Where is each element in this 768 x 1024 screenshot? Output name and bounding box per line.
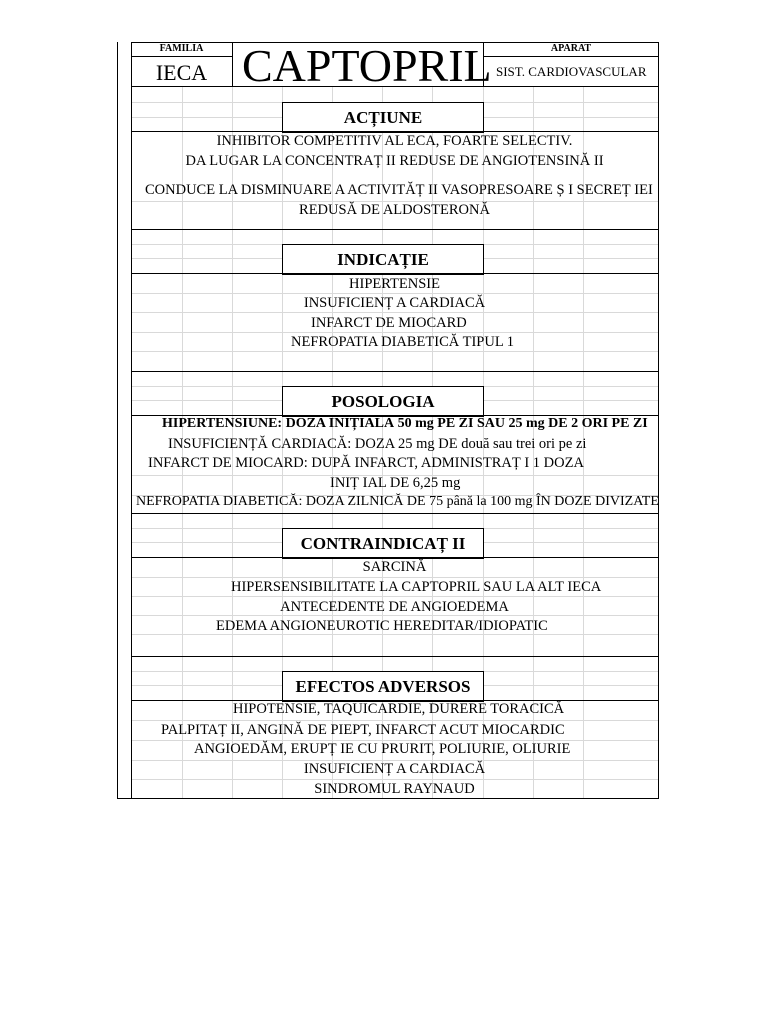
grid-row-line bbox=[131, 312, 658, 313]
grid-row-line bbox=[131, 615, 658, 616]
grid-row-line bbox=[131, 332, 658, 333]
right-border bbox=[658, 42, 659, 799]
grid-row-line bbox=[131, 351, 658, 352]
efectos-line: INSUFICIENȚ A CARDIACĂ bbox=[303, 761, 486, 777]
aparat-value: SIST. CARDIOVASCULAR bbox=[496, 64, 647, 79]
indicatie-line: HIPERTENSIE bbox=[349, 276, 440, 292]
contraindicatii-bottom-border bbox=[131, 656, 659, 657]
drug-sheet bbox=[117, 42, 659, 799]
section-heading-posologia: POSOLOGIA bbox=[331, 392, 435, 411]
posologia-line: NEFROPATIA DIABETICĂ: DOZA ZILNICĂ DE 75 până la 100 mg ÎN DOZE DIVIZATE bbox=[136, 494, 659, 509]
posologia-line: INSUFICIENȚĂ CARDIACĂ: DOZA 25 mg DE două sau trei ori pe zi bbox=[168, 436, 587, 452]
bottom-border bbox=[117, 798, 659, 799]
grid-row-line bbox=[131, 779, 658, 780]
posologia-line: HIPERTENSIUNE: DOZA INIȚIALĂ 50 mg PE ZI SAU 25 mg DE 2 ORI PE ZI bbox=[162, 416, 648, 431]
section-heading-indicatie: INDICAȚIE bbox=[337, 250, 429, 269]
contraindicatii-line: EDEMA ANGIONEUROTIC HEREDITAR/IDIOPATIC bbox=[216, 618, 548, 634]
grid-row-line bbox=[131, 596, 658, 597]
contraindicatii-line: HIPERSENSIBILITATE LA CAPTOPRIL SAU LA ALT IECA bbox=[231, 579, 602, 595]
indicatie-bottom-border bbox=[131, 371, 659, 372]
indicatie-line: INSUFICIENȚ A CARDIACĂ bbox=[303, 295, 486, 311]
familia-value: IECA bbox=[155, 60, 208, 85]
grid-row-line bbox=[131, 577, 658, 578]
indicatie-divider bbox=[131, 273, 659, 274]
section-heading-contraindicatii: CONTRAINDICAȚ II bbox=[300, 534, 466, 553]
aparat-label: APARAT bbox=[550, 43, 592, 54]
grid-row-line bbox=[131, 720, 658, 721]
posologia-line: INIȚ IAL DE 6,25 mg bbox=[330, 475, 461, 491]
efectos-line: ANGIOEDĂM, ERUPȚ IE CU PRURIT, POLIURIE, OLIURIE bbox=[194, 741, 571, 757]
posologia-line: INFARCT DE MIOCARD: DUPĂ INFARCT, ADMINISTRAȚ I 1 DOZA bbox=[148, 455, 584, 471]
grid-row-line bbox=[131, 293, 658, 294]
familia-label: FAMILIA bbox=[159, 43, 204, 54]
page-title: CAPTOPRIL bbox=[242, 40, 492, 91]
posologia-bottom-border bbox=[131, 513, 659, 514]
indicatie-line: NEFROPATIA DIABETICĂ TIPUL 1 bbox=[291, 334, 515, 350]
actiune-bottom-border bbox=[131, 229, 659, 230]
efectos-line: SINDROMUL RAYNAUD bbox=[314, 781, 475, 797]
left-border bbox=[117, 42, 118, 799]
actiune-line: REDUSĂ DE ALDOSTERONĂ bbox=[299, 202, 490, 218]
grid-row-line bbox=[131, 634, 658, 635]
actiune-line: CONDUCE LA DISMINUARE A ACTIVITĂȚ II VASOPRESOARE Ș I SECREȚ IEI bbox=[145, 182, 653, 198]
familia-divider bbox=[131, 56, 232, 57]
actiune-line: DA LUGAR LA CONCENTRAȚ II REDUSE DE ANGIOTENSINĂ II bbox=[185, 153, 604, 169]
section-heading-efectos: EFECTOS ADVERSOS bbox=[295, 677, 471, 696]
actiune-divider bbox=[131, 131, 659, 132]
title-left-border bbox=[232, 42, 233, 87]
efectos-line: HIPOTENSIE, TAQUICARDIE, DURERE TORACICĂ bbox=[233, 701, 565, 717]
indicatie-line: INFARCT DE MIOCARD bbox=[311, 315, 467, 331]
section-heading-actiune: ACȚIUNE bbox=[343, 108, 423, 127]
contraindicatii-line: ANTECEDENTE DE ANGIOEDEMA bbox=[280, 599, 509, 615]
aparat-divider bbox=[483, 56, 659, 57]
actiune-line: INHIBITOR COMPETITIV AL ECA, FOARTE SELECTIV. bbox=[216, 133, 573, 149]
efectos-line: PALPITAȚ II, ANGINĂ DE PIEPT, INFARCT ACUT MIOCARDIC bbox=[161, 722, 565, 738]
contraindicatii-line: SARCINĂ bbox=[362, 559, 427, 575]
contraindicatii-divider bbox=[131, 557, 659, 558]
